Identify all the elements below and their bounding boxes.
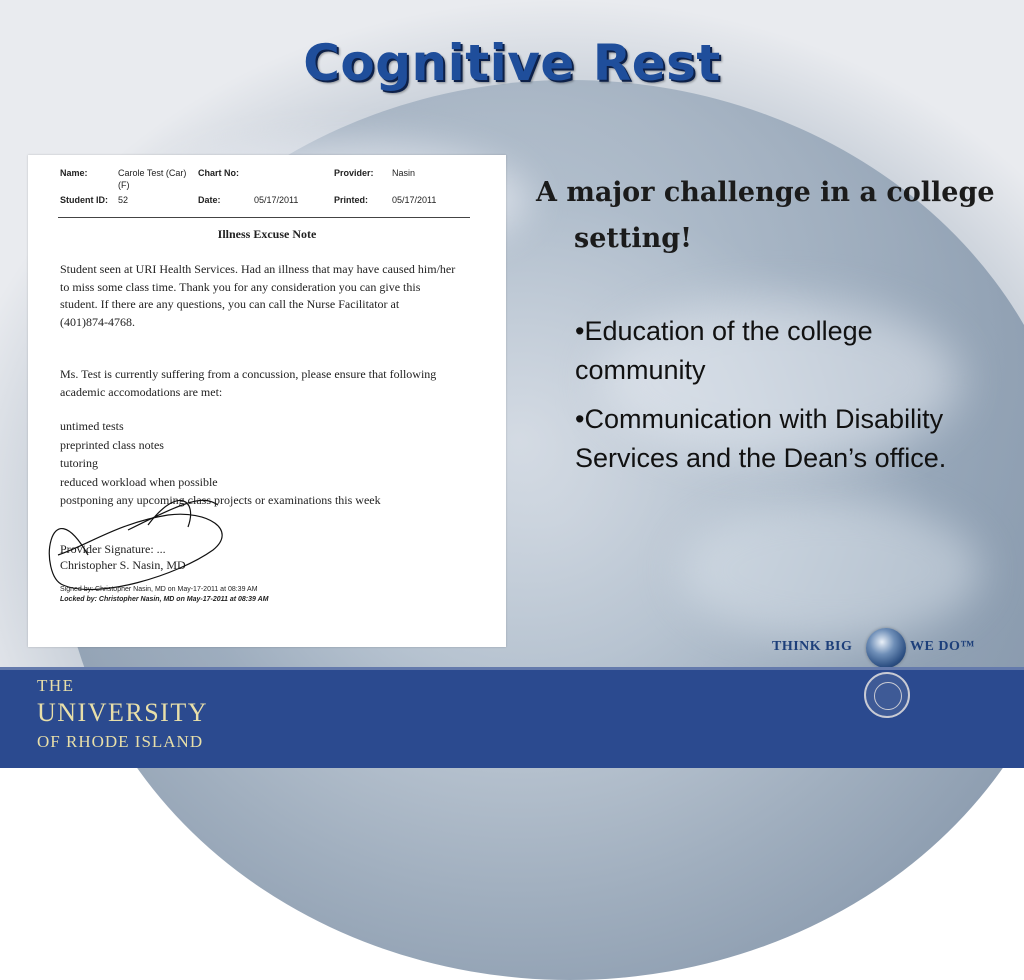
- paragraph-1-line: student. If there are any questions, you can call the Nurse Facilitator at: [60, 297, 400, 311]
- content-panel: [536, 170, 996, 478]
- signed-by-line: Signed by: Christopher Nasin, MD on May-17-2011 at 08:39 AM: [60, 586, 258, 593]
- list-item: reduced workload when possible: [60, 474, 218, 489]
- printed-value: 05/17/2011: [392, 195, 437, 205]
- provider-value: Nasin: [392, 168, 416, 178]
- document-heading: Illness Excuse Note: [217, 227, 317, 241]
- university-seal-icon: [864, 672, 910, 718]
- cloud-shape: [680, 500, 980, 640]
- name-value-2: (F): [118, 180, 130, 190]
- student-id-label: Student ID:: [60, 195, 108, 205]
- paragraph-2-line: Ms. Test is currently suffering from a concussion, please ensure that following: [60, 367, 437, 381]
- tagline-left: THINK BIG: [772, 639, 853, 654]
- think-big-tagline: [772, 628, 982, 666]
- illness-excuse-note-document: [28, 155, 506, 647]
- date-label: Date:: [198, 195, 221, 205]
- date-value: 05/17/2011: [254, 195, 299, 205]
- provider-label: Provider:: [334, 168, 374, 178]
- university-logo: [37, 676, 208, 752]
- chart-no-label: Chart No:: [198, 168, 239, 178]
- logo-line-the: THE: [37, 676, 75, 695]
- name-label: Name:: [60, 168, 88, 178]
- paragraph-1-line: (401)874-4768.: [60, 314, 135, 329]
- handwritten-signature: [28, 155, 506, 647]
- paragraph-2-line: academic accomodations are met:: [60, 384, 223, 399]
- name-value: Carole Test (Car): [118, 168, 187, 178]
- paragraph-1-line: to miss some class time. Thank you for any consideration you can give this: [60, 279, 421, 294]
- student-id-value: 52: [118, 195, 129, 205]
- signature-stamp: [60, 585, 269, 605]
- paragraph-1-line: Student seen at URI Health Services. Had an illness that may have caused him/her: [60, 262, 456, 276]
- list-item: preprinted class notes: [60, 437, 164, 452]
- logo-line-university: UNIVERSITY: [37, 698, 208, 727]
- slide-title: Cognitive Rest: [303, 34, 721, 92]
- signature-name: Christopher S. Nasin, MD: [60, 558, 186, 572]
- globe-icon: [866, 628, 906, 668]
- signature-label: Provider Signature: ...: [60, 542, 166, 556]
- locked-by-line: Locked by: Christopher Nasin, MD on May-17-2011 at 08:39 AM: [60, 596, 269, 603]
- list-item: untimed tests: [60, 419, 124, 433]
- list-item: tutoring: [60, 456, 98, 470]
- bullet-education: •Education of the college community: [575, 316, 873, 385]
- list-item: postponing any upcoming class projects or examinations this week: [60, 493, 381, 507]
- lead-statement: A major challenge in a college setting!: [536, 177, 995, 254]
- footer-accent-line: [0, 667, 1024, 670]
- logo-line-rhode-island: OF RHODE ISLAND: [37, 732, 204, 751]
- tagline-right: WE DO™: [910, 639, 975, 654]
- printed-label: Printed:: [334, 195, 369, 205]
- bullet-communication: •Communication with Disability Services and the Dean’s office.: [575, 404, 947, 473]
